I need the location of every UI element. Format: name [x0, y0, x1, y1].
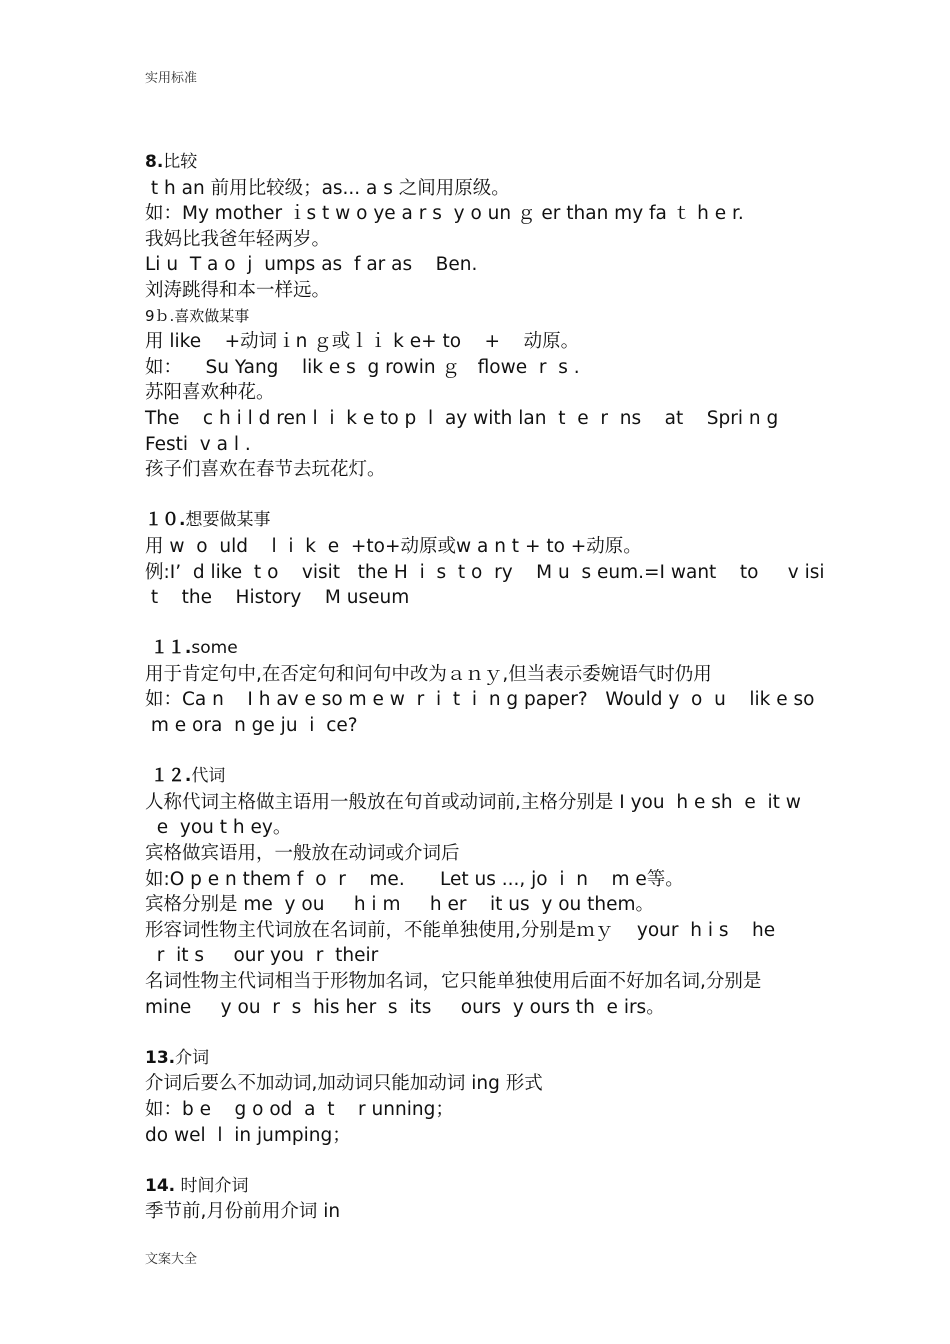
text-line: 如：My mother ｉs t w o ye a r s y o un ｇ er than my fa ｔ h e r.: [145, 203, 744, 225]
section-heading-prepositions: [145, 1046, 815, 1072]
text-line: 用于肯定句中,在否定句和问句中改为ａｎｙ,但当表示委婉语气时仍用: [145, 663, 712, 685]
section-heading-pronouns: [145, 764, 815, 790]
text-line: e you t h ey。: [145, 817, 292, 839]
text-line: 形容词性物主代词放在名词前，不能单独使用,分别是ｍｙ your h i s he: [145, 919, 776, 941]
text-line: 我妈比我爸年轻两岁。: [145, 228, 331, 250]
text-line: r it s our you r their: [145, 945, 379, 967]
document-body: [145, 150, 825, 1225]
section-heading-time-prepositions: [145, 1174, 815, 1200]
text-line: 如：b e g o od a t r unning；: [145, 1098, 454, 1120]
text-line: 人称代词主格做主语用一般放在句首或动词前,主格分别是 I you h e sh e it w: [145, 791, 801, 813]
text-line: 宾格分别是 me y ou h i m h er it us y ou them。: [145, 894, 655, 916]
blank-line: [145, 611, 815, 637]
section-number: １１.: [145, 638, 192, 659]
section-heading-like-doing: 9ｂ.喜欢做某事: [145, 306, 250, 325]
page-header: 实用标准: [145, 71, 198, 86]
blank-line: [145, 483, 815, 509]
text-line: 例:I’ d like t o visit the H i s t o ry M u s eum.=I want to v isi: [145, 561, 825, 583]
section-number: １２.: [145, 766, 192, 787]
text-line: mine y ou r s his her s its ours y ours th e irs。: [145, 996, 665, 1018]
blank-line: [145, 1148, 815, 1174]
text-line: Li u T a o j umps as f ar as Ben.: [145, 254, 478, 276]
text-line: 如：Ca n I h av e so m e w r i t i n g paper? Would y o u lik e so: [145, 689, 815, 711]
text-line: 如： Su Yang lik e s g rowin ｇ flowe r s .: [145, 356, 580, 378]
text-line: 宾格做宾语用，一般放在动词或介词后: [145, 843, 460, 865]
text-line: 用 like +动词ｉn ｇ或ｌｉ k e+ to + 动原。: [145, 331, 580, 353]
section-number: 14.: [145, 1175, 176, 1196]
text-line: 如:O p e n them f o r me. Let us ..., jo i n m e等。: [145, 868, 684, 890]
text-line: 孩子们喜欢在春节去玩花灯。: [145, 459, 386, 481]
section-title: 想要做某事: [185, 510, 271, 531]
text-line: t the History M useum: [145, 587, 410, 609]
section-number: １０.: [145, 510, 186, 531]
text-line: 介词后要么不加动词,加动词只能加动词 ing 形式: [145, 1073, 543, 1095]
text-line: 刘涛跳得和本一样远。: [145, 279, 331, 301]
blank-line: [145, 739, 815, 765]
section-heading-some: [145, 636, 815, 662]
page-footer: 文案大全: [145, 1252, 198, 1267]
text-line: The c h i l d ren l i k e to p l ay with lan t e r ns at Spri n g: [145, 407, 779, 429]
blank-line: [145, 1020, 815, 1046]
section-title: 时间介词: [175, 1175, 249, 1196]
text-line: Festi v a l .: [145, 433, 251, 455]
text-line: m e ora n ge ju i ce?: [145, 715, 358, 737]
text-line: 苏阳喜欢种花。: [145, 382, 275, 404]
section-title: 代词: [191, 766, 226, 787]
text-line: 季节前,月份前用介词 in: [145, 1201, 341, 1223]
text-line: do wel l in jumping；: [145, 1124, 351, 1146]
section-title: 比较: [163, 152, 198, 172]
section-heading-would-like: [145, 508, 815, 534]
text-line: t h an 前用比较级；as... a s 之间用原级。: [145, 177, 510, 199]
text-line: 用 w o uld l i k e +to+动原或w a n t + to +动原。: [145, 535, 642, 557]
section-title: some: [191, 638, 238, 659]
section-number: 8.: [145, 152, 164, 172]
text-line: 名词性物主代词相当于形物加名词，它只能单独使用后面不好加名词,分别是: [145, 971, 762, 992]
section-heading-comparison: [145, 150, 815, 176]
section-number: 13.: [145, 1047, 176, 1068]
section-title: 介词: [175, 1047, 210, 1068]
